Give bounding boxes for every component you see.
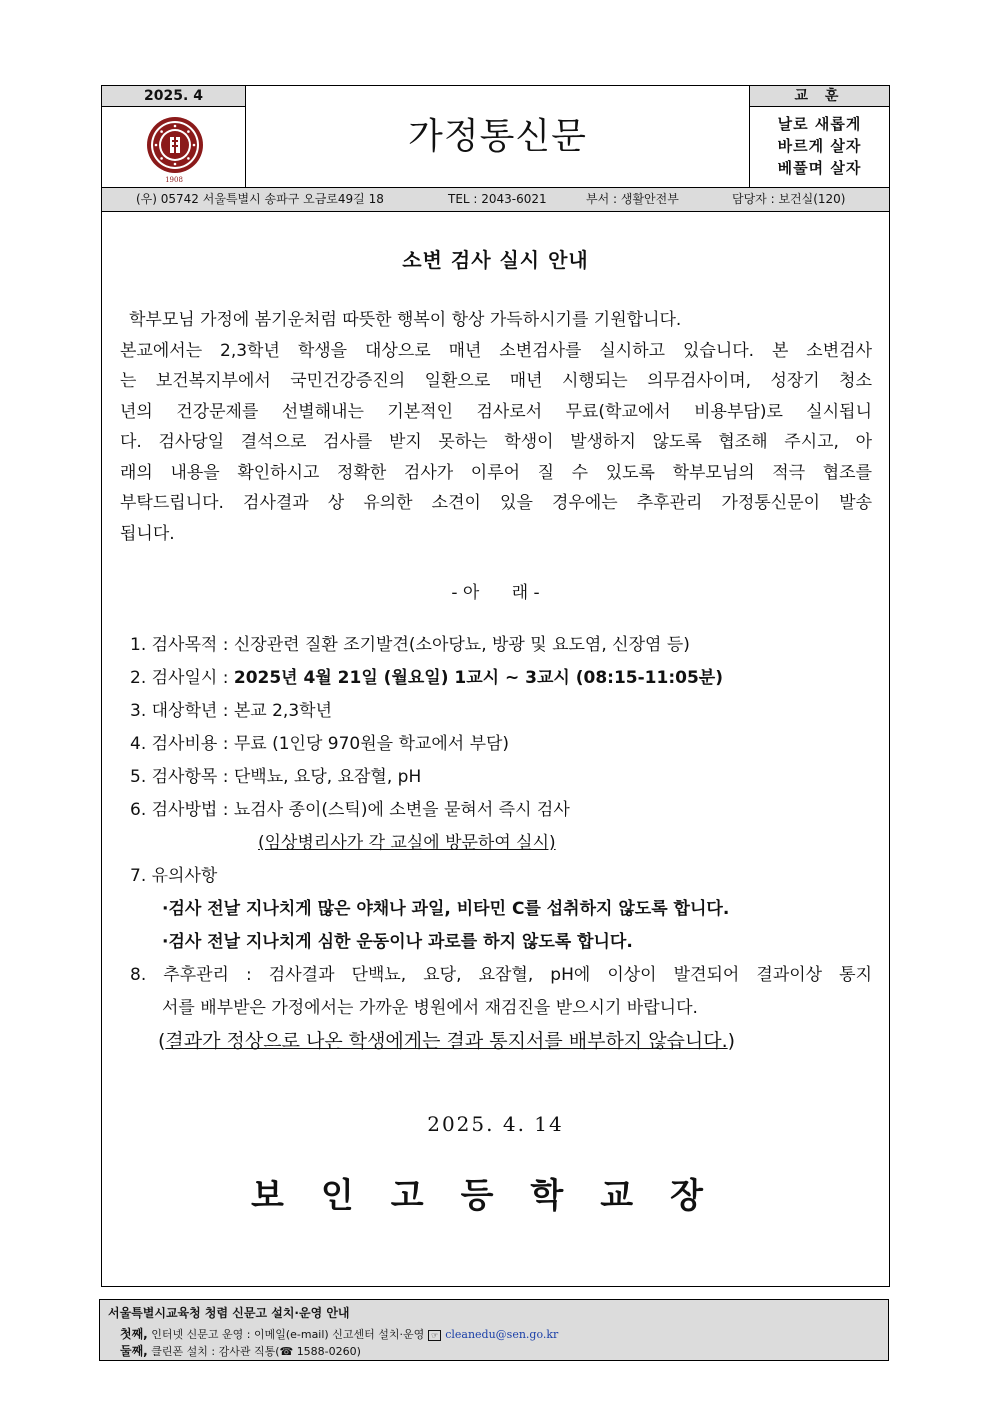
seal-year: 1908 — [165, 176, 183, 184]
paragraph-line: 부탁드립니다. 검사결과 상 유의한 소견이 있을 경우에는 추후관리 가정통신문이 발송 — [120, 493, 872, 513]
paragraph-line: 다. 검사당일 결석으로 검사를 받지 못하는 학생이 발생하지 않도록 협조해 주시고, 아 — [120, 432, 872, 452]
pointing-hand-icon: ☞ — [428, 1330, 441, 1341]
paragraph-line: 는 보건복지부에서 국민건강증진의 일환으로 매년 시행되는 의무검사이며, 성장기 청소 — [120, 371, 872, 391]
item-value: 뇨검사 종이(스틱)에 소변을 묻혀서 즉시 검사 — [233, 800, 570, 820]
school-seal-icon — [102, 107, 246, 187]
item-label: 1. 검사목적 : — [130, 635, 234, 655]
followup-line: 8. 추후관리 : 검사결과 단백뇨, 요당, 요잠혈, pH에 이상이 발견되어 결과이상 통지 — [130, 965, 872, 985]
report-email-link[interactable]: cleanedu@sen.go.kr — [445, 1328, 559, 1341]
school-principal: 보인고등학교장 — [251, 1176, 740, 1216]
notice-date: 2025. 4. 14 — [427, 1112, 564, 1136]
footer-text: 인터넷 신문고 운영 : 이메일(e-mail) 신고센터 설치·운영 — [147, 1328, 425, 1341]
paragraph-line: 학부모님 가정에 봄기운처럼 따뜻한 행복이 항상 가득하시기를 기원합니다. — [129, 310, 682, 330]
method-note: (임상병리사가 각 교실에 방문하여 실시) — [258, 833, 556, 853]
address-bar — [102, 187, 889, 211]
item-value: 무료 (1인당 970원을 학교에서 부담) — [233, 734, 510, 754]
notice-title: 소변 검사 실시 안내 — [402, 248, 589, 272]
paren: ) — [727, 1030, 736, 1052]
item-followup — [130, 960, 872, 985]
item-method — [130, 795, 570, 820]
paragraph-line: 래의 내용을 확인하시고 정확한 검사가 이루어 질 수 있도록 학부모님의 적극 협조를 — [120, 462, 872, 483]
motto-line: 바르게 살자 — [777, 137, 862, 155]
followup-line: 서를 배부받은 가정에서는 가까운 병원에서 재검진을 받으시기 바랍니다. — [162, 998, 698, 1018]
item-value: 본교 2,3학년 — [233, 701, 332, 721]
footer-lead: 첫째, — [120, 1327, 148, 1341]
integrity-footer — [99, 1299, 889, 1361]
item-value: 2025년 4월 21일 (월요일) 1교시 ~ 3교시 (08:15-11:05분) — [233, 668, 723, 688]
telephone: TEL : 2043-6021 — [448, 192, 547, 206]
department: 부서 : 생활안전부 — [586, 192, 679, 206]
paragraph-line: 년의 건강문제를 선별해내는 기본적인 검사로서 무료(학교에서 비용부담)로 실시됩니 — [120, 401, 872, 422]
precaution-line: ·검사 전날 지나치게 심한 운동이나 과로를 하지 않도록 합니다. — [162, 932, 633, 952]
school-seal-cell — [102, 107, 246, 187]
item-tests — [130, 762, 421, 787]
item-cost — [130, 729, 509, 754]
item-label: 2. 검사일시 : — [130, 668, 234, 688]
item-precautions: 7. 유의사항 — [130, 866, 218, 886]
intro-paragraph — [120, 305, 872, 549]
motto-line: 베풀며 살자 — [777, 159, 862, 177]
address: (우) 05742 서울특별시 송파구 오금로49길 18 — [136, 192, 384, 206]
paren: ( — [158, 1030, 166, 1052]
paragraph-line: 됩니다. — [120, 523, 175, 544]
footer-text: 클린폰 설치 : 감사관 직통(☎ 1588-0260) — [147, 1345, 361, 1358]
header-table — [101, 85, 890, 212]
footer-line-2 — [120, 1342, 361, 1359]
motto-label: 교 훈 — [750, 86, 889, 107]
paragraph-line: 본교에서는 2,3학년 학생을 대상으로 매년 소변검사를 실시하고 있습니다. 본 소변검사 — [120, 340, 872, 361]
item-label: 6. 검사방법 : — [130, 800, 234, 820]
issue-date: 2025. 4 — [102, 86, 246, 107]
followup-note-text: 결과가 정상으로 나온 학생에게는 결과 통지서를 배부하지 않습니다. — [165, 1030, 728, 1052]
item-schedule — [130, 663, 723, 688]
contact-person: 담당자 : 보건실(120) — [732, 192, 846, 206]
item-value: 단백뇨, 요당, 요잠혈, pH — [233, 767, 422, 787]
item-label: 5. 검사항목 : — [130, 767, 234, 787]
footer-title: 서울특별시교육청 청렴 신문고 설치·운영 안내 — [108, 1306, 350, 1320]
item-value: 신장관련 질환 조기발견(소아당뇨, 방광 및 요도염, 신장염 등) — [233, 635, 690, 655]
precaution-line: ·검사 전날 지나치게 많은 야채나 과일, 비타민 C를 섭취하지 않도록 합니다. — [162, 899, 730, 919]
footer-lead: 둘째, — [120, 1344, 148, 1358]
item-purpose — [130, 630, 690, 655]
item-target-grade — [130, 696, 332, 721]
details-heading: - 아 래 - — [451, 583, 540, 603]
motto-line: 날로 새롭게 — [777, 115, 862, 133]
item-label: 3. 대상학년 : — [130, 701, 234, 721]
footer-line-1 — [120, 1325, 558, 1342]
page-title: 가정통신문 — [246, 86, 750, 187]
motto-box — [750, 107, 889, 187]
item-label: 4. 검사비용 : — [130, 734, 234, 754]
followup-note — [158, 1026, 735, 1053]
